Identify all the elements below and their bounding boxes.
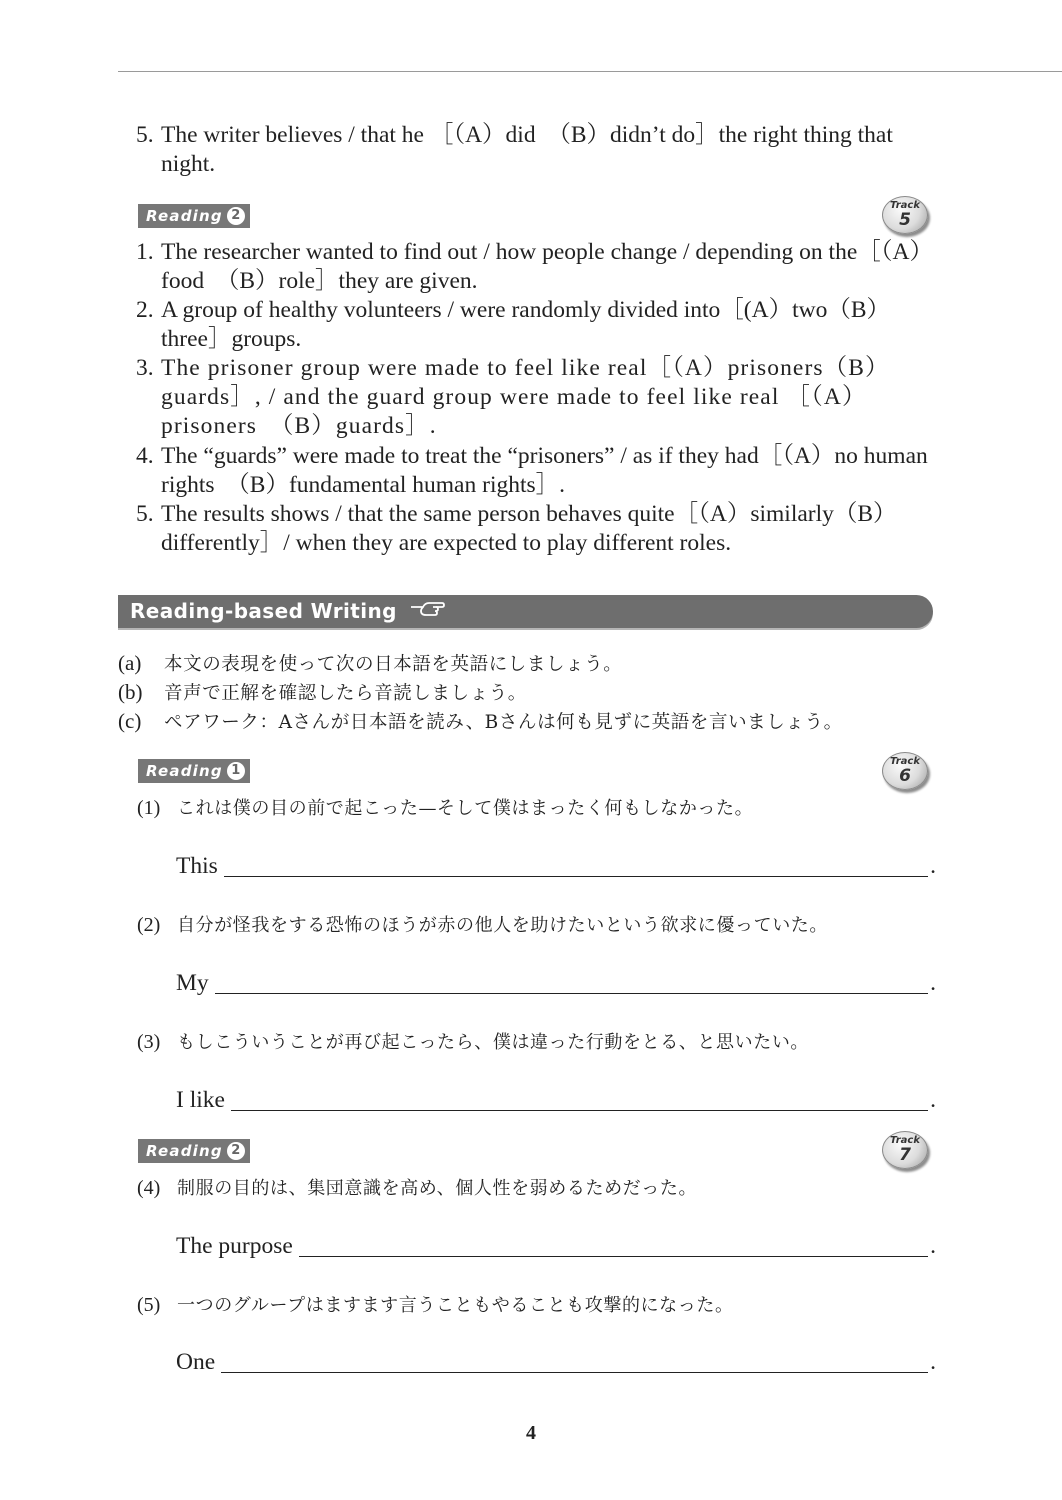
question-item <box>136 238 936 296</box>
question-number: 5. <box>136 122 154 148</box>
instruction-text: 音声で正解を確認したら音読しましょう。 <box>164 683 527 704</box>
section-banner <box>118 595 933 628</box>
question-number: 3. <box>136 355 154 381</box>
writing-prompt <box>137 1175 697 1202</box>
question-number: 4. <box>136 443 154 469</box>
pointing-hand-icon <box>409 595 445 628</box>
question-item <box>136 500 936 558</box>
track-number: 6 <box>899 766 911 786</box>
answer-period: . <box>930 1087 936 1113</box>
writing-japanese: もしこういうことが再び起こったら、僕は違った行動をとる、と思いたい。 <box>177 1032 810 1053</box>
writing-label: (2) <box>137 914 161 936</box>
writing-prompt <box>137 912 828 939</box>
reading-badge-label: Reading <box>146 207 223 225</box>
writing-label: (5) <box>137 1294 161 1316</box>
answer-prefix: This <box>176 853 218 879</box>
writing-japanese: これは僕の目の前で起こった—そして僕はまったく何もしなかった。 <box>177 798 754 819</box>
reading-badge-number: 2 <box>227 1142 245 1160</box>
question-number: 2. <box>136 297 154 323</box>
question-item <box>136 121 936 179</box>
track-number: 7 <box>899 1145 911 1165</box>
track-label: Track <box>890 756 920 767</box>
instruction-item <box>118 708 843 736</box>
answer-line[interactable] <box>176 1230 936 1260</box>
answer-prefix: The purpose <box>176 1233 293 1259</box>
answer-blank[interactable] <box>215 992 928 994</box>
writing-prompt <box>137 1029 809 1056</box>
audio-track-icon[interactable] <box>882 752 928 790</box>
question-text: A group of healthy volunteers / were randomly divided into［(A）two（B）three］groups. <box>161 297 891 352</box>
track-label: Track <box>890 200 920 211</box>
answer-blank[interactable] <box>221 1371 928 1373</box>
answer-prefix: My <box>176 970 209 996</box>
question-number: 1. <box>136 239 154 265</box>
reading-badge <box>138 759 250 783</box>
reading-badge <box>138 1139 250 1163</box>
track-number: 5 <box>899 210 911 230</box>
question-item <box>136 354 936 441</box>
question-text: The prisoner group were made to feel like real［（A）prisoners（B）guards］, / and the guard group were made to feel like real ［（A）prisoners （B）guards］. <box>161 355 890 439</box>
writing-prompt <box>137 1292 734 1319</box>
question-item <box>136 296 936 354</box>
answer-line[interactable] <box>176 1346 936 1376</box>
audio-track-icon[interactable] <box>882 1131 928 1169</box>
answer-period: . <box>930 853 936 879</box>
reading-badge <box>138 204 250 228</box>
reading-badge-label: Reading <box>146 1142 223 1160</box>
audio-track-icon[interactable] <box>882 196 928 234</box>
answer-line[interactable] <box>176 1084 936 1114</box>
answer-period: . <box>930 970 936 996</box>
answer-line[interactable] <box>176 850 936 880</box>
instruction-item <box>118 679 527 707</box>
writing-label: (1) <box>137 797 161 819</box>
question-text: The writer believes / that he ［（A）did （B）didn’t do］the right thing that night. <box>161 122 893 177</box>
section-title: Reading-based Writing <box>130 599 397 623</box>
instruction-item <box>118 650 622 678</box>
answer-period: . <box>930 1349 936 1375</box>
page-number: 4 <box>526 1422 536 1444</box>
answer-line[interactable] <box>176 967 936 997</box>
writing-label: (3) <box>137 1031 161 1053</box>
instruction-text: ペアワーク：Aさんが日本語を読み、Bさんは何も見ずに英語を言いましょう。 <box>164 712 843 733</box>
writing-label: (4) <box>137 1177 161 1199</box>
writing-japanese: 制服の目的は、集団意識を高め、個人性を弱めるためだった。 <box>177 1178 698 1199</box>
reading-badge-number: 2 <box>227 207 245 225</box>
answer-prefix: I like <box>176 1087 225 1113</box>
writing-japanese: 一つのグループはますます言うこともやることも攻撃的になった。 <box>177 1295 734 1316</box>
writing-prompt <box>137 795 753 822</box>
instruction-text: 本文の表現を使って次の日本語を英語にしましょう。 <box>164 654 623 675</box>
instruction-label: (b) <box>118 680 143 704</box>
answer-blank[interactable] <box>299 1255 928 1257</box>
answer-prefix: One <box>176 1349 216 1375</box>
instruction-label: (a) <box>118 651 142 675</box>
question-number: 5. <box>136 501 154 527</box>
question-text: The results shows / that the same person behaves quite［（A）similarly（B）differently］/ when they are expected to play different roles. <box>161 501 897 556</box>
answer-blank[interactable] <box>224 875 928 877</box>
writing-japanese: 自分が怪我をする恐怖のほうが赤の他人を助けたいという欲求に優っていた。 <box>177 915 828 936</box>
instruction-label: (c) <box>118 709 142 733</box>
question-item <box>136 442 936 500</box>
track-label: Track <box>890 1135 920 1146</box>
question-text: The “guards” were made to treat the “prisoners” / as if they had［（A）no human rights （B）fundamental human rights］. <box>161 443 928 498</box>
reading-badge-number: 1 <box>227 762 245 780</box>
answer-blank[interactable] <box>231 1109 928 1111</box>
answer-period: . <box>930 1233 936 1259</box>
question-text: The researcher wanted to find out / how people change / depending on the［（A）food （B）role］they are given. <box>161 239 933 294</box>
top-rule <box>118 71 1062 72</box>
reading-badge-label: Reading <box>146 762 223 780</box>
